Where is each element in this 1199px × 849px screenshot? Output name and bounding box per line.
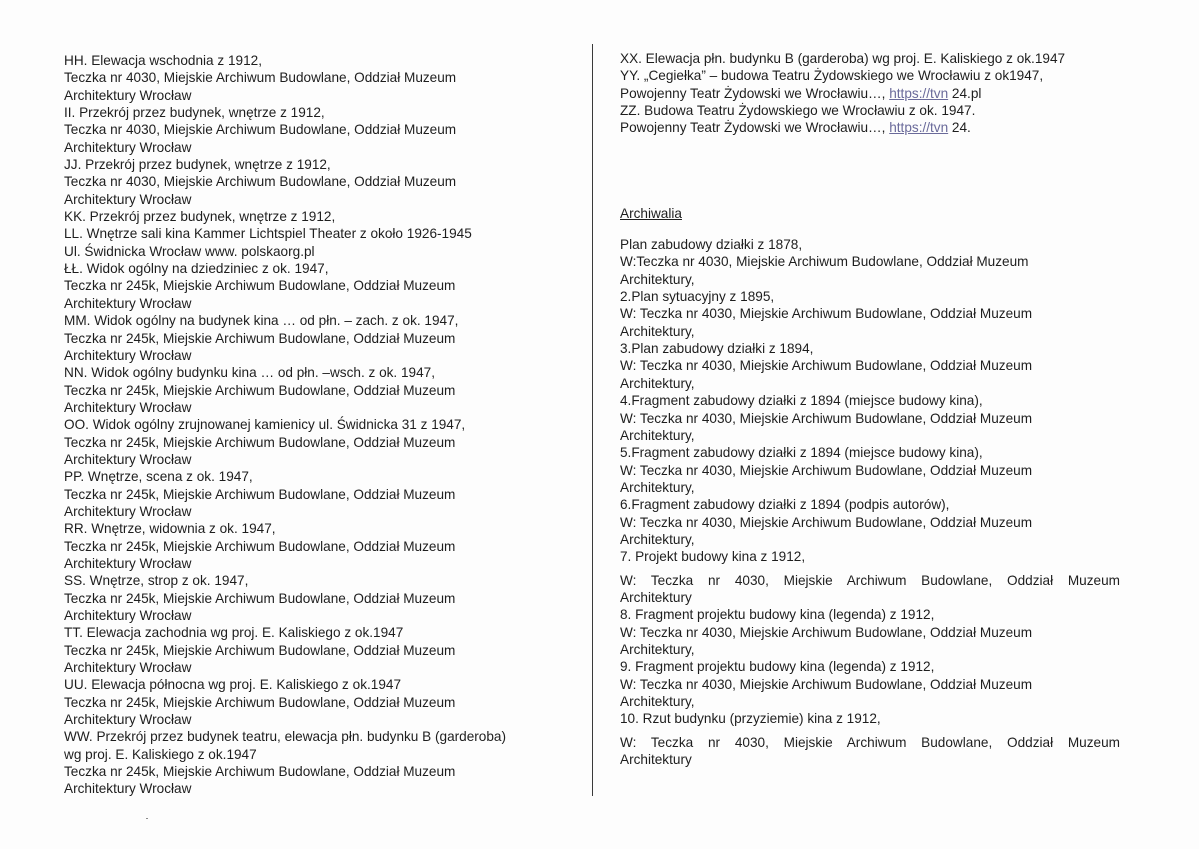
archiwalia-line: Architektury, <box>620 694 695 709</box>
archiwalia-line: W: Teczka nr 4030, Miejskie Archiwum Budowlane, Oddział Muzeum <box>620 676 1033 692</box>
archiwalia-line: Architektury, <box>620 271 695 287</box>
archiwalia-line: Architektury, <box>620 479 695 495</box>
left-entry-line: II. Przekrój przez budynek, wnętrze z 1912, <box>64 105 325 121</box>
archiwalia-line: Architektury, <box>620 641 695 657</box>
entry-zz-suffix: 24. <box>948 120 971 136</box>
archiwalia-item-7: 7. Projekt budowy kina z 1912, <box>620 549 806 565</box>
left-entry-line: Architektury Wrocław <box>64 660 192 676</box>
entry-zz-source-text: Powojenny Teatr Żydowski we Wrocławiu…, <box>620 120 890 136</box>
left-entry-line: ŁŁ. Widok ogólny na dziedziniec z ok. 1947, <box>64 261 329 277</box>
scan-speck <box>146 818 148 819</box>
left-entry-line: PP. Wnętrze, scena z ok. 1947, <box>64 469 253 485</box>
archiwalia-line: W: Teczka nr 4030, Miejskie Archiwum Budowlane, Oddział Muzeum <box>620 358 1033 374</box>
entry-yy-source-text: Powojenny Teatr Żydowski we Wrocławiu…, <box>620 85 890 101</box>
right-column <box>620 50 1120 768</box>
archiwalia-line: W: Teczka nr 4030, Miejskie Archiwum Budowlane, Oddział Muzeum <box>620 410 1033 426</box>
archiwalia-item-7-source-end: Architektury <box>620 589 692 605</box>
left-entry-line: Teczka nr 4030, Miejskie Archiwum Budowlane, Oddział Muzeum <box>64 122 457 138</box>
left-entry-line: KK. Przekrój przez budynek, wnętrze z 1912, <box>64 209 336 225</box>
left-entry-line: Architektury Wrocław <box>64 712 192 728</box>
archiwalia-line: 5.Fragment zabudowy działki z 1894 (miejsce budowy kina), <box>620 445 983 461</box>
archiwalia-line: Architektury, <box>620 323 695 339</box>
archiwalia-line: 8. Fragment projektu budowy kina (legenda) z 1912, <box>620 607 935 623</box>
left-entry-line: Architektury Wrocław <box>64 295 192 311</box>
column-divider <box>592 44 593 796</box>
archiwalia-item-7-source: W: Teczka nr 4030, Miejskie Archiwum Budowlane, Oddział Muzeum <box>620 572 1120 588</box>
archiwalia-item-10-source: W: Teczka nr 4030, Miejskie Archiwum Budowlane, Oddział Muzeum <box>620 734 1120 750</box>
archiwalia-list <box>620 236 1120 548</box>
entry-xx: XX. Elewacja płn. budynku B (garderoba) wg proj. E. Kaliskiego z ok.1947 <box>620 51 1066 66</box>
archiwalia-line: W: Teczka nr 4030, Miejskie Archiwum Budowlane, Oddział Muzeum <box>620 462 1033 478</box>
left-entry-line: Ul. Świdnicka Wrocław www. polskaorg.pl <box>64 243 315 259</box>
left-entry-line: Teczka nr 245k, Miejskie Archiwum Budowlane, Oddział Muzeum <box>64 434 456 450</box>
left-entry-line: Architektury Wrocław <box>64 503 192 519</box>
left-entry-line: Teczka nr 245k, Miejskie Archiwum Budowlane, Oddział Muzeum <box>64 278 456 294</box>
left-column <box>64 52 574 798</box>
left-entry-line: Teczka nr 245k, Miejskie Archiwum Budowlane, Oddział Muzeum <box>64 694 456 710</box>
left-entry-line: Architektury Wrocław <box>64 191 192 207</box>
left-entry-line: Teczka nr 4030, Miejskie Archiwum Budowlane, Oddział Muzeum <box>64 70 457 86</box>
left-entry-line: Teczka nr 245k, Miejskie Archiwum Budowlane, Oddział Muzeum <box>64 330 456 346</box>
archiwalia-line: Architektury, <box>620 531 695 547</box>
left-entry-line: MM. Widok ogólny na budynek kina … od płn. – zach. z ok. 1947, <box>64 313 459 329</box>
archiwalia-line: 2.Plan sytuacyjny z 1895, <box>620 289 775 305</box>
archiwalia-line: Plan zabudowy działki z 1878, <box>620 237 803 253</box>
left-entry-line: Architektury Wrocław <box>64 87 192 103</box>
archiwalia-list-2 <box>620 606 1120 710</box>
left-entry-line: Teczka nr 4030, Miejskie Archiwum Budowlane, Oddział Muzeum <box>64 174 457 190</box>
entry-yy-suffix: 24.pl <box>948 85 982 101</box>
entry-zz-link[interactable]: https://tvn <box>889 120 949 136</box>
archiwalia-line: W: Teczka nr 4030, Miejskie Archiwum Budowlane, Oddział Muzeum <box>620 624 1033 640</box>
left-entry-line: OO. Widok ogólny zrujnowanej kamienicy ul. Świdnicka 31 z 1947, <box>64 417 466 433</box>
left-entry-line: Architektury Wrocław <box>64 781 192 797</box>
left-entry-line: Architektury Wrocław <box>64 608 192 623</box>
archiwalia-line: Architektury, <box>620 375 695 391</box>
left-entry-line: Teczka nr 245k, Miejskie Archiwum Budowlane, Oddział Muzeum <box>64 590 456 606</box>
left-entry-line: Architektury Wrocław <box>64 399 192 415</box>
left-entry-line: LL. Wnętrze sali kina Kammer Lichtspiel Theater z około 1926-1945 <box>64 226 472 242</box>
archiwalia-line: W:Teczka nr 4030, Miejskie Archiwum Budowlane, Oddział Muzeum <box>620 254 1029 270</box>
left-entry-line: NN. Widok ogólny budynku kina … od płn. –wsch. z ok. 1947, <box>64 365 436 381</box>
archiwalia-item-10-source-end: Architektury <box>620 752 692 768</box>
archiwalia-line: 3.Plan zabudowy działki z 1894, <box>620 341 814 357</box>
left-entry-line: Teczka nr 245k, Miejskie Archiwum Budowlane, Oddział Muzeum <box>64 382 456 398</box>
archiwalia-line: Architektury, <box>620 427 695 443</box>
left-entry-line: Teczka nr 245k, Miejskie Archiwum Budowlane, Oddział Muzeum <box>64 538 456 554</box>
left-entry-line: Architektury Wrocław <box>64 451 192 467</box>
entry-zz-source <box>620 119 1120 136</box>
entry-yy-source <box>620 85 1120 102</box>
left-entry-line: Teczka nr 245k, Miejskie Archiwum Budowlane, Oddział Muzeum <box>64 486 456 502</box>
left-entry-line: JJ. Przekrój przez budynek, wnętrze z 1912, <box>64 157 331 173</box>
left-entry-line: SS. Wnętrze, strop z ok. 1947, <box>64 573 249 589</box>
entry-yy-link[interactable]: https://tvn <box>889 85 949 101</box>
entry-yy: YY. „Cegiełka” – budowa Teatru Żydowskiego we Wrocławiu z ok1947, <box>620 68 1044 84</box>
left-entry-line: TT. Elewacja zachodnia wg proj. E. Kaliskiego z ok.1947 <box>64 625 404 641</box>
left-entry-line: Architektury Wrocław <box>64 347 192 363</box>
archiwalia-item-10: 10. Rzut budynku (przyziemie) kina z 1912, <box>620 711 881 727</box>
archiwalia-line: W: Teczka nr 4030, Miejskie Archiwum Budowlane, Oddział Muzeum <box>620 306 1033 322</box>
left-entry-line: wg proj. E. Kaliskiego z ok.1947 <box>64 746 257 762</box>
left-entry-line: WW. Przekrój przez budynek teatru, elewacja płn. budynku B (garderoba) <box>64 729 507 745</box>
archiwalia-heading: Archiwalia <box>620 205 682 221</box>
left-entry-line: RR. Wnętrze, widownia z ok. 1947, <box>64 521 276 537</box>
left-entry-line: Teczka nr 245k, Miejskie Archiwum Budowlane, Oddział Muzeum <box>64 642 456 658</box>
left-entry-line: Architektury Wrocław <box>64 139 192 155</box>
left-entry-line: HH. Elewacja wschodnia z 1912, <box>64 53 262 68</box>
left-entry-line: Architektury Wrocław <box>64 555 192 571</box>
archiwalia-line: 6.Fragment zabudowy działki z 1894 (podpis autorów), <box>620 497 950 513</box>
archiwalia-line: W: Teczka nr 4030, Miejskie Archiwum Budowlane, Oddział Muzeum <box>620 514 1033 530</box>
left-entry-line: UU. Elewacja północna wg proj. E. Kaliskiego z ok.1947 <box>64 677 402 693</box>
left-entry-line: Teczka nr 245k, Miejskie Archiwum Budowlane, Oddział Muzeum <box>64 764 456 780</box>
entry-zz: ZZ. Budowa Teatru Żydowskiego we Wrocławiu z ok. 1947. <box>620 103 976 119</box>
archiwalia-line: 9. Fragment projektu budowy kina (legenda) z 1912, <box>620 659 935 675</box>
archiwalia-line: 4.Fragment zabudowy działki z 1894 (miejsce budowy kina), <box>620 393 983 409</box>
